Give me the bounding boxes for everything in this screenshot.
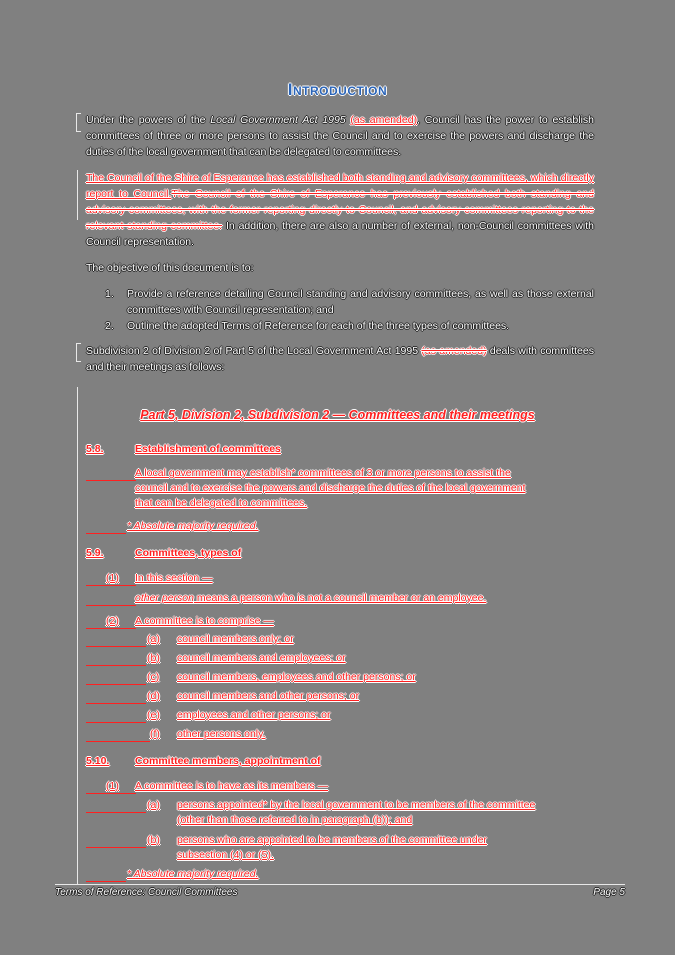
paragraph-label: (d) bbox=[147, 690, 160, 702]
paragraph-label: (a) bbox=[147, 799, 160, 811]
section-title: Committee members, appointment of bbox=[135, 755, 321, 767]
page-title: Introduction bbox=[287, 80, 388, 99]
defined-term: other person bbox=[135, 592, 194, 604]
leader-line bbox=[86, 684, 146, 685]
change-bar bbox=[77, 170, 78, 220]
footer-page-number: Page 5 bbox=[593, 887, 625, 898]
change-bar bbox=[76, 113, 81, 132]
paragraph-label: (b) bbox=[147, 834, 160, 846]
section-number: 5.9. bbox=[86, 547, 104, 559]
footer-rule bbox=[55, 884, 625, 885]
subsection-text: A committee is to have as its members — bbox=[135, 780, 329, 792]
leader-line bbox=[86, 533, 126, 534]
paragraph-text: subsection (4) or (5). bbox=[177, 849, 274, 861]
intro-paragraph-2: The Council of the Shire of Esperance has established both standing and advisory committees, which directly report to Council.The Council of the Shire of Esperance has previously established both standing and advisory committees, with the former reporting directly to Council, and advisory committees reporting to the relevant standing committee. In addition, there are also a number of external, non-Council committees with Council representation. bbox=[86, 172, 595, 248]
leader-line bbox=[86, 646, 146, 647]
section-body-line: A local government may establish* committees of 3 or more persons to assist the bbox=[135, 467, 511, 479]
footnote: * Absolute majority required. bbox=[127, 868, 259, 880]
leader-line bbox=[86, 722, 146, 723]
section-number: 5.10. bbox=[86, 755, 110, 767]
leader-line bbox=[86, 480, 136, 481]
definition: other person means a person who is not a council member or an employee. bbox=[135, 592, 487, 604]
section-number: 5.8. bbox=[86, 443, 104, 455]
inserted-text: The Council of the Shire of Esperance has established both standing and advisory committees, which directly report to Council. bbox=[86, 172, 594, 200]
paragraph-text: council members and employees; or bbox=[177, 652, 346, 664]
objective-intro: The objective of this document is to: bbox=[86, 262, 254, 274]
act-name: Local Government Act 1995 bbox=[210, 114, 346, 126]
leader-line bbox=[86, 881, 126, 882]
list-item: 2. Outline the adopted Terms of Reference for each of the three types of committees. bbox=[105, 320, 510, 332]
leader-line bbox=[86, 605, 136, 606]
change-bar bbox=[76, 343, 81, 362]
paragraph-text: council members, employees and other persons; or bbox=[177, 671, 416, 683]
paragraph-text: council members only; or bbox=[177, 633, 294, 645]
subsection-text: A committee is to comprise — bbox=[135, 615, 274, 627]
section-title: Establishment of committees bbox=[135, 443, 281, 455]
leader-line bbox=[86, 741, 150, 742]
footer-document-title: Terms of Reference: Council Committees bbox=[55, 887, 238, 898]
list-item: 1. Provide a reference detailing Council standing and advisory committees, as well as those external committees with Council representation; and bbox=[105, 288, 594, 316]
intro-paragraph-3: Subdivision 2 of Division 2 of Part 5 of the Local Government Act 1995 (as amended) deals with committees and their meetings as follows: bbox=[86, 345, 594, 373]
footnote: * Absolute majority required. bbox=[127, 520, 259, 532]
paragraph-text: persons appointed* by the local government to be members of the committee bbox=[177, 799, 536, 811]
subsection-number: (2) bbox=[106, 615, 119, 627]
paragraph-text: employees and other persons; or bbox=[177, 709, 331, 721]
paragraph-text: (other than those referred to in paragraph (b)); and bbox=[177, 814, 413, 826]
section-body-line: council and to exercise the powers and discharge the duties of the local government bbox=[135, 482, 526, 494]
section-body-line: that can be delegated to committees. bbox=[135, 497, 308, 509]
change-bar bbox=[77, 387, 78, 884]
paragraph-label: (e) bbox=[147, 709, 160, 721]
leader-line bbox=[86, 812, 146, 813]
paragraph-text: persons who are appointed to be members of the committee under bbox=[177, 834, 487, 846]
section-title: Committees, types of bbox=[135, 547, 242, 559]
paragraph-label: (c) bbox=[147, 671, 160, 683]
leader-line bbox=[86, 847, 146, 848]
leader-line bbox=[86, 703, 146, 704]
subsection-number: (1) bbox=[106, 572, 119, 584]
deleted-text: (as amended) bbox=[421, 345, 487, 357]
intro-paragraph-1: Under the powers of the Local Government Act 1995 (as amended), Council has the power to establish committees of three or more persons to assist the Council and to exercise the powers and discharge the duties of the local government that can be delegated to committees. bbox=[86, 114, 594, 158]
paragraph-label: (b) bbox=[147, 652, 160, 664]
paragraph-label: (f) bbox=[150, 728, 160, 740]
paragraph-text: other persons only. bbox=[177, 728, 266, 740]
leader-line bbox=[86, 665, 146, 666]
paragraph-label: (a) bbox=[147, 633, 160, 645]
deleted-text: The Council of the Shire of Esperance has previously established both standing and advisory committees, with the former reporting directly to Council, and advisory committees reporting to the relevant standing committee. bbox=[86, 188, 594, 232]
paragraph-text: council members and other persons; or bbox=[177, 690, 360, 702]
legislation-heading: Part 5, Division 2, Subdivision 2 — Committees and their meetings bbox=[140, 408, 535, 422]
subsection-text: In this section — bbox=[135, 572, 213, 584]
inserted-text: (as amended) bbox=[350, 114, 418, 126]
subsection-number: (1) bbox=[106, 780, 119, 792]
